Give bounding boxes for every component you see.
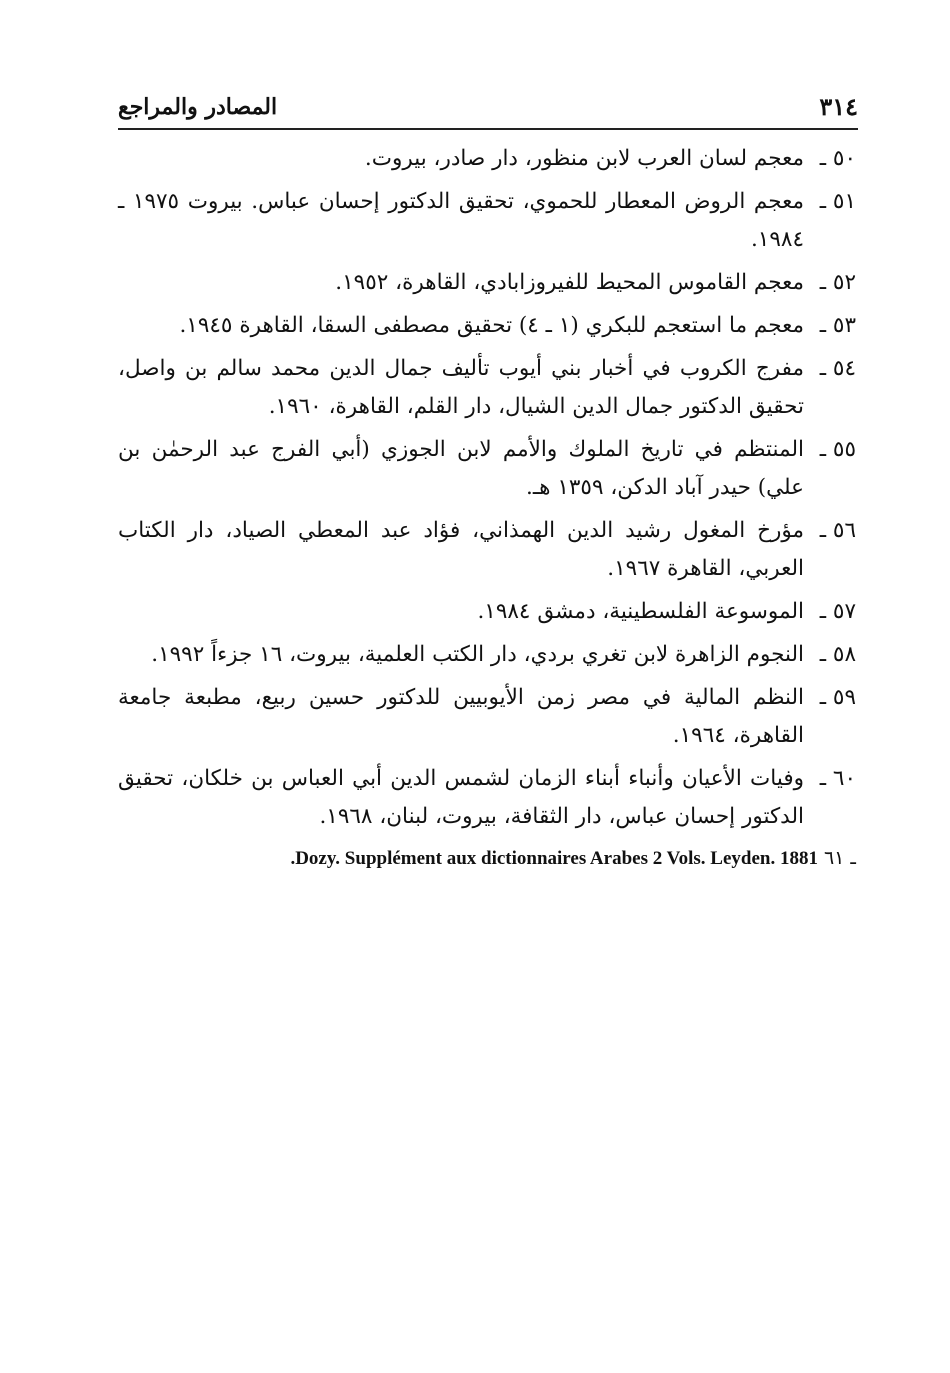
reference-item [118,636,856,674]
reference-item [118,140,856,178]
reference-text: معجم لسان العرب لابن منظور، دار صادر، بيروت. [364,146,804,171]
references-list [118,140,856,876]
reference-number: ٦٠ ـ [819,766,856,791]
reference-item [118,760,856,836]
running-title: المصادر والمراجع [118,94,278,120]
page-number: ٣١٤ [819,92,858,121]
reference-item-latin [118,841,856,876]
reference-number: ٥٤ ـ [819,356,856,381]
reference-item [118,593,856,631]
reference-item [118,350,856,426]
reference-text: معجم القاموس المحيط للفيروزابادي، القاهرة، ١٩٥٢. [335,270,804,295]
reference-item [118,183,856,259]
reference-number: ٥٣ ـ [819,313,856,338]
reference-number: ٥٧ ـ [819,599,856,624]
reference-text: النجوم الزاهرة لابن تغري بردي، دار الكتب العلمية، بيروت، ١٦ جزءاً ١٩٩٢. [151,642,804,667]
reference-text: مفرج الكروب في أخبار بني أيوب تأليف جمال الدين محمد سالم بن واصل، تحقيق الدكتور جمال الدين الشيال، دار القلم، القاهرة، ١٩٦٠. [118,356,804,419]
reference-number: ٥٨ ـ [819,642,856,667]
reference-number-latin: ـ ٦١ [823,847,856,869]
reference-item [118,264,856,302]
reference-text-latin: .Dozy. Supplément aux dictionnaires Arabes 2 Vols. Leyden. 1881 [290,848,818,869]
reference-item [118,679,856,755]
reference-text: مؤرخ المغول رشيد الدين الهمذاني، فؤاد عبد المعطي الصياد، دار الكتاب العربي، القاهرة ١٩٦٧. [118,518,804,581]
reference-item [118,431,856,507]
reference-text: المنتظم في تاريخ الملوك والأمم لابن الجوزي (أبي الفرج عبد الرحمٰن بن علي) حيدر آباد الدكن، ١٣٥٩ هـ. [118,437,804,500]
reference-text: معجم الروض المعطار للحموي، تحقيق الدكتور إحسان عباس. بيروت ١٩٧٥ ـ ١٩٨٤. [118,189,804,252]
reference-text: الموسوعة الفلسطينية، دمشق ١٩٨٤. [477,599,804,624]
reference-text: وفيات الأعيان وأنباء أبناء الزمان لشمس الدين أبي العباس بن خلكان، تحقيق الدكتور إحسان عباس، دار الثقافة، بيروت، لبنان، ١٩٦٨. [118,766,804,829]
reference-item [118,307,856,345]
reference-number: ٥٢ ـ [819,270,856,295]
reference-number: ٥٩ ـ [819,685,856,710]
reference-number: ٥١ ـ [819,189,856,214]
reference-number: ٥٦ ـ [819,518,856,543]
reference-text: النظم المالية في مصر زمن الأيوبيين للدكتور حسين ربيع، مطبعة جامعة القاهرة، ١٩٦٤. [118,685,804,748]
page-header [118,88,858,130]
reference-text: معجم ما استعجم للبكري (١ ـ ٤) تحقيق مصطفى السقا، القاهرة ١٩٤٥. [179,313,804,338]
reference-number: ٥٠ ـ [819,146,856,171]
reference-number: ٥٥ ـ [819,437,856,462]
reference-item [118,512,856,588]
